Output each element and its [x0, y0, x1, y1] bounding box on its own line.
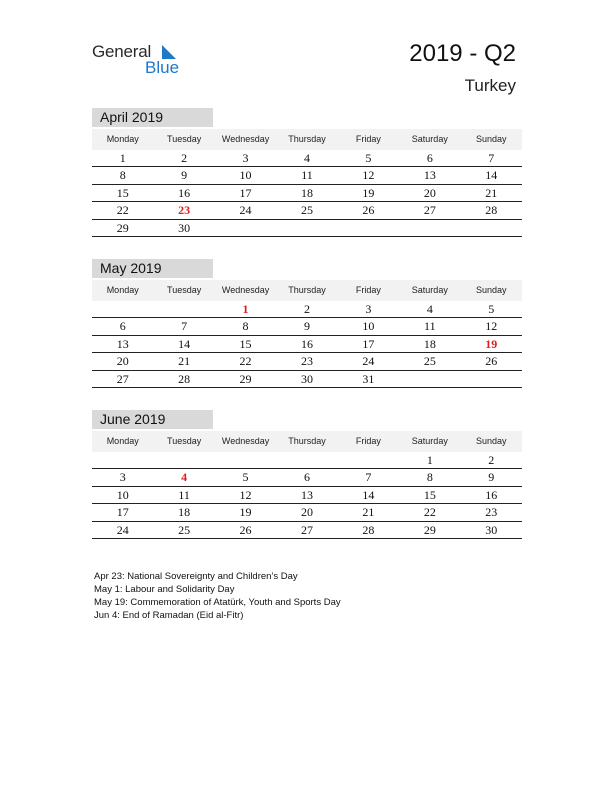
- day-cell: [276, 452, 337, 468]
- weekday-header: Sunday: [475, 285, 507, 295]
- day-cell: 25: [300, 203, 313, 218]
- day-cell: 11: [178, 487, 190, 502]
- weekday-header: Sunday: [475, 436, 507, 446]
- holiday-day-cell: 1: [242, 302, 249, 316]
- day-cell: [92, 452, 153, 468]
- weekday-header-row: [92, 129, 522, 150]
- day-cell: 9: [488, 470, 495, 485]
- weekday-header-row: [92, 280, 522, 301]
- month-label: June 2019: [92, 410, 213, 429]
- weekday-header: Thursday: [288, 134, 326, 144]
- day-cell: [153, 301, 214, 317]
- day-cell: 7: [488, 151, 495, 165]
- day-cell: 30: [485, 522, 498, 537]
- month-block-may: [92, 259, 522, 388]
- day-cell: 9: [181, 168, 188, 183]
- day-cell: 10: [239, 168, 252, 183]
- day-cell: 25: [178, 522, 191, 537]
- week-row: [92, 220, 522, 237]
- week-row: [92, 318, 522, 335]
- day-cell: 12: [362, 168, 375, 183]
- day-cell: 3: [119, 470, 126, 485]
- day-cell: 29: [423, 522, 436, 537]
- day-cell: 20: [300, 505, 313, 520]
- day-cell: 25: [423, 354, 436, 369]
- day-cell: 12: [239, 487, 252, 502]
- day-cell: 2: [488, 453, 495, 467]
- day-cell: [461, 220, 522, 236]
- weekday-header: Wednesday: [221, 436, 270, 446]
- day-cell: 17: [116, 505, 129, 520]
- day-cell: 7: [181, 319, 188, 334]
- day-cell: 27: [116, 371, 129, 386]
- weekday-header: Tuesday: [167, 436, 202, 446]
- day-cell: 20: [423, 185, 436, 200]
- weekday-header: Monday: [106, 134, 139, 144]
- day-cell: 21: [485, 185, 498, 200]
- day-cell: 19: [239, 505, 252, 520]
- day-cell: 18: [178, 505, 191, 520]
- weekday-header: Friday: [355, 436, 381, 446]
- day-cell: [153, 452, 214, 468]
- weekday-header: Monday: [106, 436, 139, 446]
- day-cell: [399, 371, 460, 387]
- day-cell: 30: [178, 220, 191, 235]
- day-cell: 16: [178, 185, 191, 200]
- day-cell: 15: [423, 487, 436, 502]
- day-cell: [215, 452, 276, 468]
- holiday-notes: [94, 570, 341, 622]
- day-cell: 6: [426, 151, 433, 165]
- weekday-header: Wednesday: [221, 134, 270, 144]
- day-cell: 13: [300, 487, 313, 502]
- day-cell: 24: [116, 522, 129, 537]
- day-cell: 26: [362, 203, 375, 218]
- day-cell: 7: [365, 470, 372, 485]
- day-cell: 13: [116, 336, 129, 351]
- day-cell: 23: [300, 354, 313, 369]
- holiday-note: Jun 4: End of Ramadan (Eid al-Fitr): [94, 610, 244, 621]
- day-cell: 17: [239, 185, 252, 200]
- day-cell: [338, 220, 399, 236]
- day-cell: 10: [362, 319, 375, 334]
- day-cell: 27: [423, 203, 436, 218]
- week-row: [92, 202, 522, 219]
- week-row: [92, 150, 522, 167]
- month-block-april: [92, 108, 522, 237]
- day-cell: 23: [485, 505, 498, 520]
- day-cell: 15: [239, 336, 252, 351]
- day-cell: 12: [485, 319, 498, 334]
- week-row: [92, 301, 522, 318]
- weekday-header: Friday: [355, 134, 381, 144]
- day-cell: 21: [362, 505, 375, 520]
- day-cell: 26: [485, 354, 498, 369]
- holiday-day-cell: 4: [181, 470, 188, 485]
- day-cell: 3: [365, 302, 372, 316]
- day-cell: 18: [423, 336, 436, 351]
- week-row: [92, 371, 522, 388]
- day-cell: 2: [181, 151, 188, 165]
- weekday-header: Saturday: [411, 134, 448, 144]
- holiday-note: May 19: Commemoration of Atatürk, Youth and Sports Day: [94, 597, 341, 608]
- logo-flag-icon: [162, 45, 176, 59]
- day-cell: 22: [239, 354, 252, 369]
- month-block-june: [92, 410, 522, 539]
- day-cell: 6: [119, 319, 126, 334]
- week-row: [92, 353, 522, 370]
- generalblue-logo: [92, 42, 192, 82]
- holiday-day-cell: 19: [485, 336, 498, 351]
- day-cell: 15: [116, 185, 129, 200]
- day-cell: 16: [300, 336, 313, 351]
- day-cell: 19: [362, 185, 375, 200]
- day-cell: 14: [485, 168, 498, 183]
- weekday-header: Thursday: [288, 436, 326, 446]
- week-row: [92, 452, 522, 469]
- weekday-header: Saturday: [411, 285, 448, 295]
- day-cell: 21: [178, 354, 191, 369]
- day-cell: 10: [116, 487, 129, 502]
- day-cell: 29: [116, 220, 129, 235]
- day-cell: 16: [485, 487, 498, 502]
- country-label: Turkey: [464, 76, 516, 95]
- day-cell: 11: [301, 168, 313, 183]
- day-cell: 2: [303, 302, 310, 316]
- week-row: [92, 336, 522, 353]
- day-cell: 29: [239, 371, 252, 386]
- weekday-header-row: [92, 431, 522, 452]
- holiday-note: May 1: Labour and Solidarity Day: [94, 584, 235, 595]
- weekday-header: Sunday: [475, 134, 507, 144]
- day-cell: 14: [362, 487, 375, 502]
- day-cell: [399, 220, 460, 236]
- day-cell: 24: [239, 203, 252, 218]
- day-cell: 1: [426, 453, 433, 467]
- day-cell: 30: [300, 371, 313, 386]
- day-cell: [461, 371, 522, 387]
- day-cell: 13: [423, 168, 436, 183]
- page-title: 2019 - Q2: [409, 40, 516, 67]
- day-cell: [92, 301, 153, 317]
- day-cell: 9: [303, 319, 310, 334]
- month-label: April 2019: [92, 108, 213, 127]
- day-cell: 28: [362, 522, 375, 537]
- day-cell: 8: [426, 470, 433, 485]
- day-cell: [215, 220, 276, 236]
- day-cell: 11: [424, 319, 436, 334]
- day-cell: 27: [300, 522, 313, 537]
- day-cell: 17: [362, 336, 375, 351]
- week-row: [92, 469, 522, 486]
- day-cell: 4: [426, 302, 433, 316]
- day-cell: 22: [423, 505, 436, 520]
- day-cell: 28: [485, 203, 498, 218]
- weekday-header: Monday: [106, 285, 139, 295]
- day-cell: 8: [119, 168, 126, 183]
- weekday-header: Tuesday: [167, 285, 202, 295]
- day-cell: 4: [303, 151, 310, 165]
- day-cell: 6: [303, 470, 310, 485]
- day-cell: 26: [239, 522, 252, 537]
- logo-blue-text: Blue: [145, 58, 180, 77]
- day-cell: 5: [242, 470, 249, 485]
- month-label: May 2019: [92, 259, 213, 278]
- day-cell: 3: [242, 151, 249, 165]
- week-row: [92, 522, 522, 539]
- week-row: [92, 487, 522, 504]
- weekday-header: Wednesday: [221, 285, 270, 295]
- day-cell: 28: [178, 371, 191, 386]
- day-cell: [338, 452, 399, 468]
- day-cell: 24: [362, 354, 375, 369]
- day-cell: 14: [178, 336, 191, 351]
- weekday-header: Friday: [355, 285, 381, 295]
- day-cell: 22: [116, 203, 129, 218]
- weekday-header: Thursday: [288, 285, 326, 295]
- day-cell: 18: [300, 185, 313, 200]
- day-cell: 1: [119, 151, 126, 165]
- holiday-note: Apr 23: National Sovereignty and Children’s Day: [94, 571, 298, 582]
- day-cell: 31: [362, 371, 375, 386]
- week-row: [92, 167, 522, 184]
- day-cell: 5: [488, 302, 495, 316]
- week-row: [92, 504, 522, 521]
- day-cell: 20: [116, 354, 129, 369]
- day-cell: 5: [365, 151, 372, 165]
- weekday-header: Saturday: [411, 436, 448, 446]
- day-cell: 8: [242, 319, 249, 334]
- day-cell: [276, 220, 337, 236]
- logo-general-text: General: [92, 42, 152, 61]
- week-row: [92, 185, 522, 202]
- weekday-header: Tuesday: [167, 134, 202, 144]
- holiday-day-cell: 23: [178, 203, 191, 218]
